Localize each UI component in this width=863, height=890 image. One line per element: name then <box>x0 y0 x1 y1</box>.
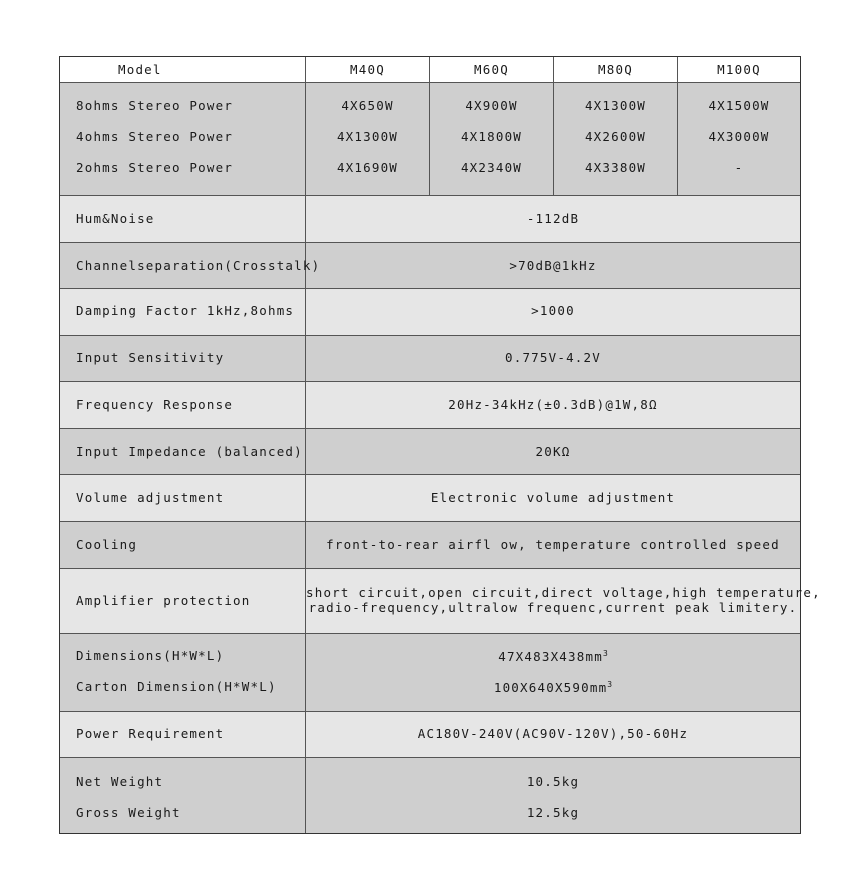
volume-value: Electronic volume adjustment <box>430 490 676 505</box>
model-name: M40Q <box>350 62 385 77</box>
row-power-requirement <box>60 712 800 758</box>
model-name: M60Q <box>474 62 509 77</box>
gross-weight-value: 12.5kg <box>526 805 580 820</box>
model-header-label: Model <box>118 62 162 77</box>
gross-weight-label: Gross Weight <box>76 805 181 820</box>
power-req-value: AC180V-240V(AC90V-120V),50-60Hz <box>417 726 689 741</box>
sensitivity-label: Input Sensitivity <box>76 350 225 365</box>
cubic-exponent: 3 <box>602 649 608 658</box>
sensitivity-value: 0.775V-4.2V <box>505 350 601 365</box>
dimensions-label: Dimensions(H*W*L) <box>76 648 225 663</box>
dimensions-value <box>306 650 800 664</box>
model-header-m40q <box>306 57 430 82</box>
header-row <box>60 57 800 83</box>
protection-label: Amplifier protection <box>76 593 251 608</box>
power-value: 4X3000W <box>708 129 770 144</box>
power-col-m100q <box>678 83 800 195</box>
frequency-value: 20Hz-34kHz(±0.3dB)@1W,8Ω <box>448 397 658 412</box>
carton-dimension-label: Carton Dimension(H*W*L) <box>76 679 277 694</box>
power-value: 4X3380W <box>584 160 647 175</box>
power-value: 4X1300W <box>584 98 647 113</box>
hum-noise-value: -112dB <box>526 211 580 226</box>
header-model-columns <box>306 57 800 82</box>
row-damping-factor <box>60 289 800 336</box>
power-col-m60q <box>430 83 554 195</box>
volume-label: Volume adjustment <box>76 490 225 505</box>
power-value: 4X2340W <box>460 160 523 175</box>
protection-value-line2: radio-frequency,ultralow frequenc,current peak limitery. <box>308 600 798 615</box>
impedance-value: 20KΩ <box>535 444 571 459</box>
power-value: 4X2600W <box>584 129 647 144</box>
net-weight-value: 10.5kg <box>526 774 580 789</box>
model-name: M80Q <box>598 62 633 77</box>
power-value: 4X1300W <box>336 129 399 144</box>
model-header-m60q <box>430 57 554 82</box>
row-dimensions <box>60 634 800 712</box>
row-cooling <box>60 522 800 569</box>
net-weight-label: Net Weight <box>76 774 164 789</box>
cubic-exponent: 3 <box>607 680 613 689</box>
power-col-m80q <box>554 83 678 195</box>
spec-table <box>59 56 821 834</box>
crosstalk-value: >70dB@1kHz <box>509 258 597 273</box>
crosstalk-label: Channelseparation(Crosstalk) <box>76 258 321 273</box>
power-value: 4X1800W <box>460 129 523 144</box>
model-name: M100Q <box>717 62 761 77</box>
power-col-m40q <box>306 83 430 195</box>
row-input-sensitivity <box>60 336 800 382</box>
row-crosstalk <box>60 243 800 289</box>
power-value: 4X1690W <box>336 160 399 175</box>
header-model-cell <box>60 57 306 82</box>
dimensions-number: 47X483X438mm <box>498 649 603 664</box>
power-label-8ohm: 8ohms Stereo Power <box>76 98 234 113</box>
row-weight <box>60 758 800 833</box>
damping-value: >1000 <box>531 303 575 318</box>
model-header-m100q <box>678 57 800 82</box>
power-label-2ohm: 2ohms Stereo Power <box>76 160 234 175</box>
power-section <box>60 83 800 196</box>
row-input-impedance <box>60 429 800 475</box>
cooling-label: Cooling <box>76 537 138 552</box>
row-hum-noise <box>60 196 800 243</box>
row-volume-adjustment <box>60 475 800 522</box>
protection-value-line1: short circuit,open circuit,direct voltage,high temperature, <box>306 585 821 600</box>
model-header-m80q <box>554 57 678 82</box>
carton-dimension-value <box>306 681 800 695</box>
power-label-4ohm: 4ohms Stereo Power <box>76 129 234 144</box>
damping-label: Damping Factor 1kHz,8ohms <box>76 303 295 318</box>
power-value: - <box>734 160 744 175</box>
impedance-label: Input Impedance (balanced) <box>76 444 303 459</box>
hum-noise-label: Hum&Noise <box>76 211 155 226</box>
carton-number: 100X640X590mm <box>493 680 608 695</box>
power-value: 4X1500W <box>708 98 770 113</box>
row-frequency-response <box>60 382 800 429</box>
row-amplifier-protection <box>60 569 821 634</box>
cooling-value: front-to-rear airfl ow, temperature controlled speed <box>326 537 780 552</box>
frequency-label: Frequency Response <box>76 397 234 412</box>
power-value: 4X650W <box>341 98 394 113</box>
power-values <box>306 83 800 195</box>
power-value: 4X900W <box>465 98 518 113</box>
power-req-label: Power Requirement <box>76 726 225 741</box>
power-labels <box>60 83 306 195</box>
